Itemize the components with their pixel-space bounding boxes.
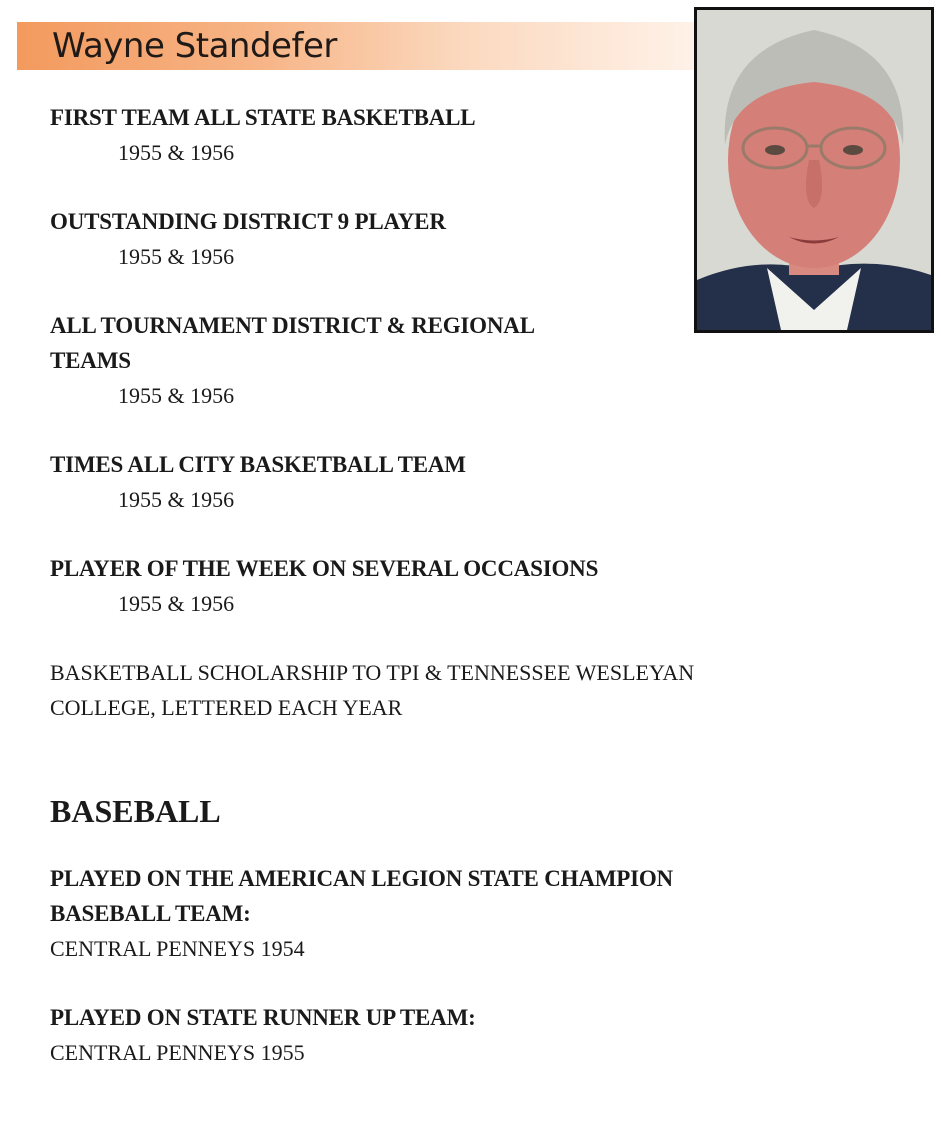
title-banner <box>17 22 707 70</box>
entry-years: 1955 & 1956 <box>118 383 235 408</box>
basketball-entry <box>50 100 810 170</box>
basketball-entry <box>50 204 810 274</box>
achievements-content <box>50 100 810 1070</box>
baseball-entry <box>50 1000 810 1070</box>
entry-detail: CENTRAL PENNEYS 1954 <box>50 936 305 961</box>
basketball-entry <box>50 551 810 621</box>
entry-title: PLAYED ON THE AMERICAN LEGION STATE CHAMPION <box>50 866 673 891</box>
entry-title-continued: BASEBALL TEAM: <box>50 901 251 926</box>
section-heading-baseball: BASEBALL <box>50 793 221 829</box>
entry-title: ALL TOURNAMENT DISTRICT & REGIONAL <box>50 313 535 338</box>
entry-years: 1955 & 1956 <box>118 591 235 616</box>
page-title: Wayne Standefer <box>52 26 337 66</box>
entry-years: 1955 & 1956 <box>118 487 235 512</box>
entry-title: PLAYED ON STATE RUNNER UP TEAM: <box>50 1005 476 1030</box>
entry-title: PLAYER OF THE WEEK ON SEVERAL OCCASIONS <box>50 556 599 581</box>
baseball-entry <box>50 861 810 966</box>
basketball-entry <box>50 308 810 413</box>
entry-years: 1955 & 1956 <box>118 140 235 165</box>
entry-years: 1955 & 1956 <box>118 244 235 269</box>
entry-title: OUTSTANDING DISTRICT 9 PLAYER <box>50 209 446 234</box>
entry-title: TIMES ALL CITY BASKETBALL TEAM <box>50 452 466 477</box>
entry-detail: CENTRAL PENNEYS 1955 <box>50 1040 305 1065</box>
entry-title: FIRST TEAM ALL STATE BASKETBALL <box>50 105 476 130</box>
basketball-entry <box>50 447 810 517</box>
scholarship-line: BASKETBALL SCHOLARSHIP TO TPI & TENNESSEE WESLEYAN <box>50 660 695 685</box>
scholarship-note <box>50 655 810 725</box>
scholarship-line: COLLEGE, LETTERED EACH YEAR <box>50 695 403 720</box>
entry-title-continued: TEAMS <box>50 348 131 373</box>
